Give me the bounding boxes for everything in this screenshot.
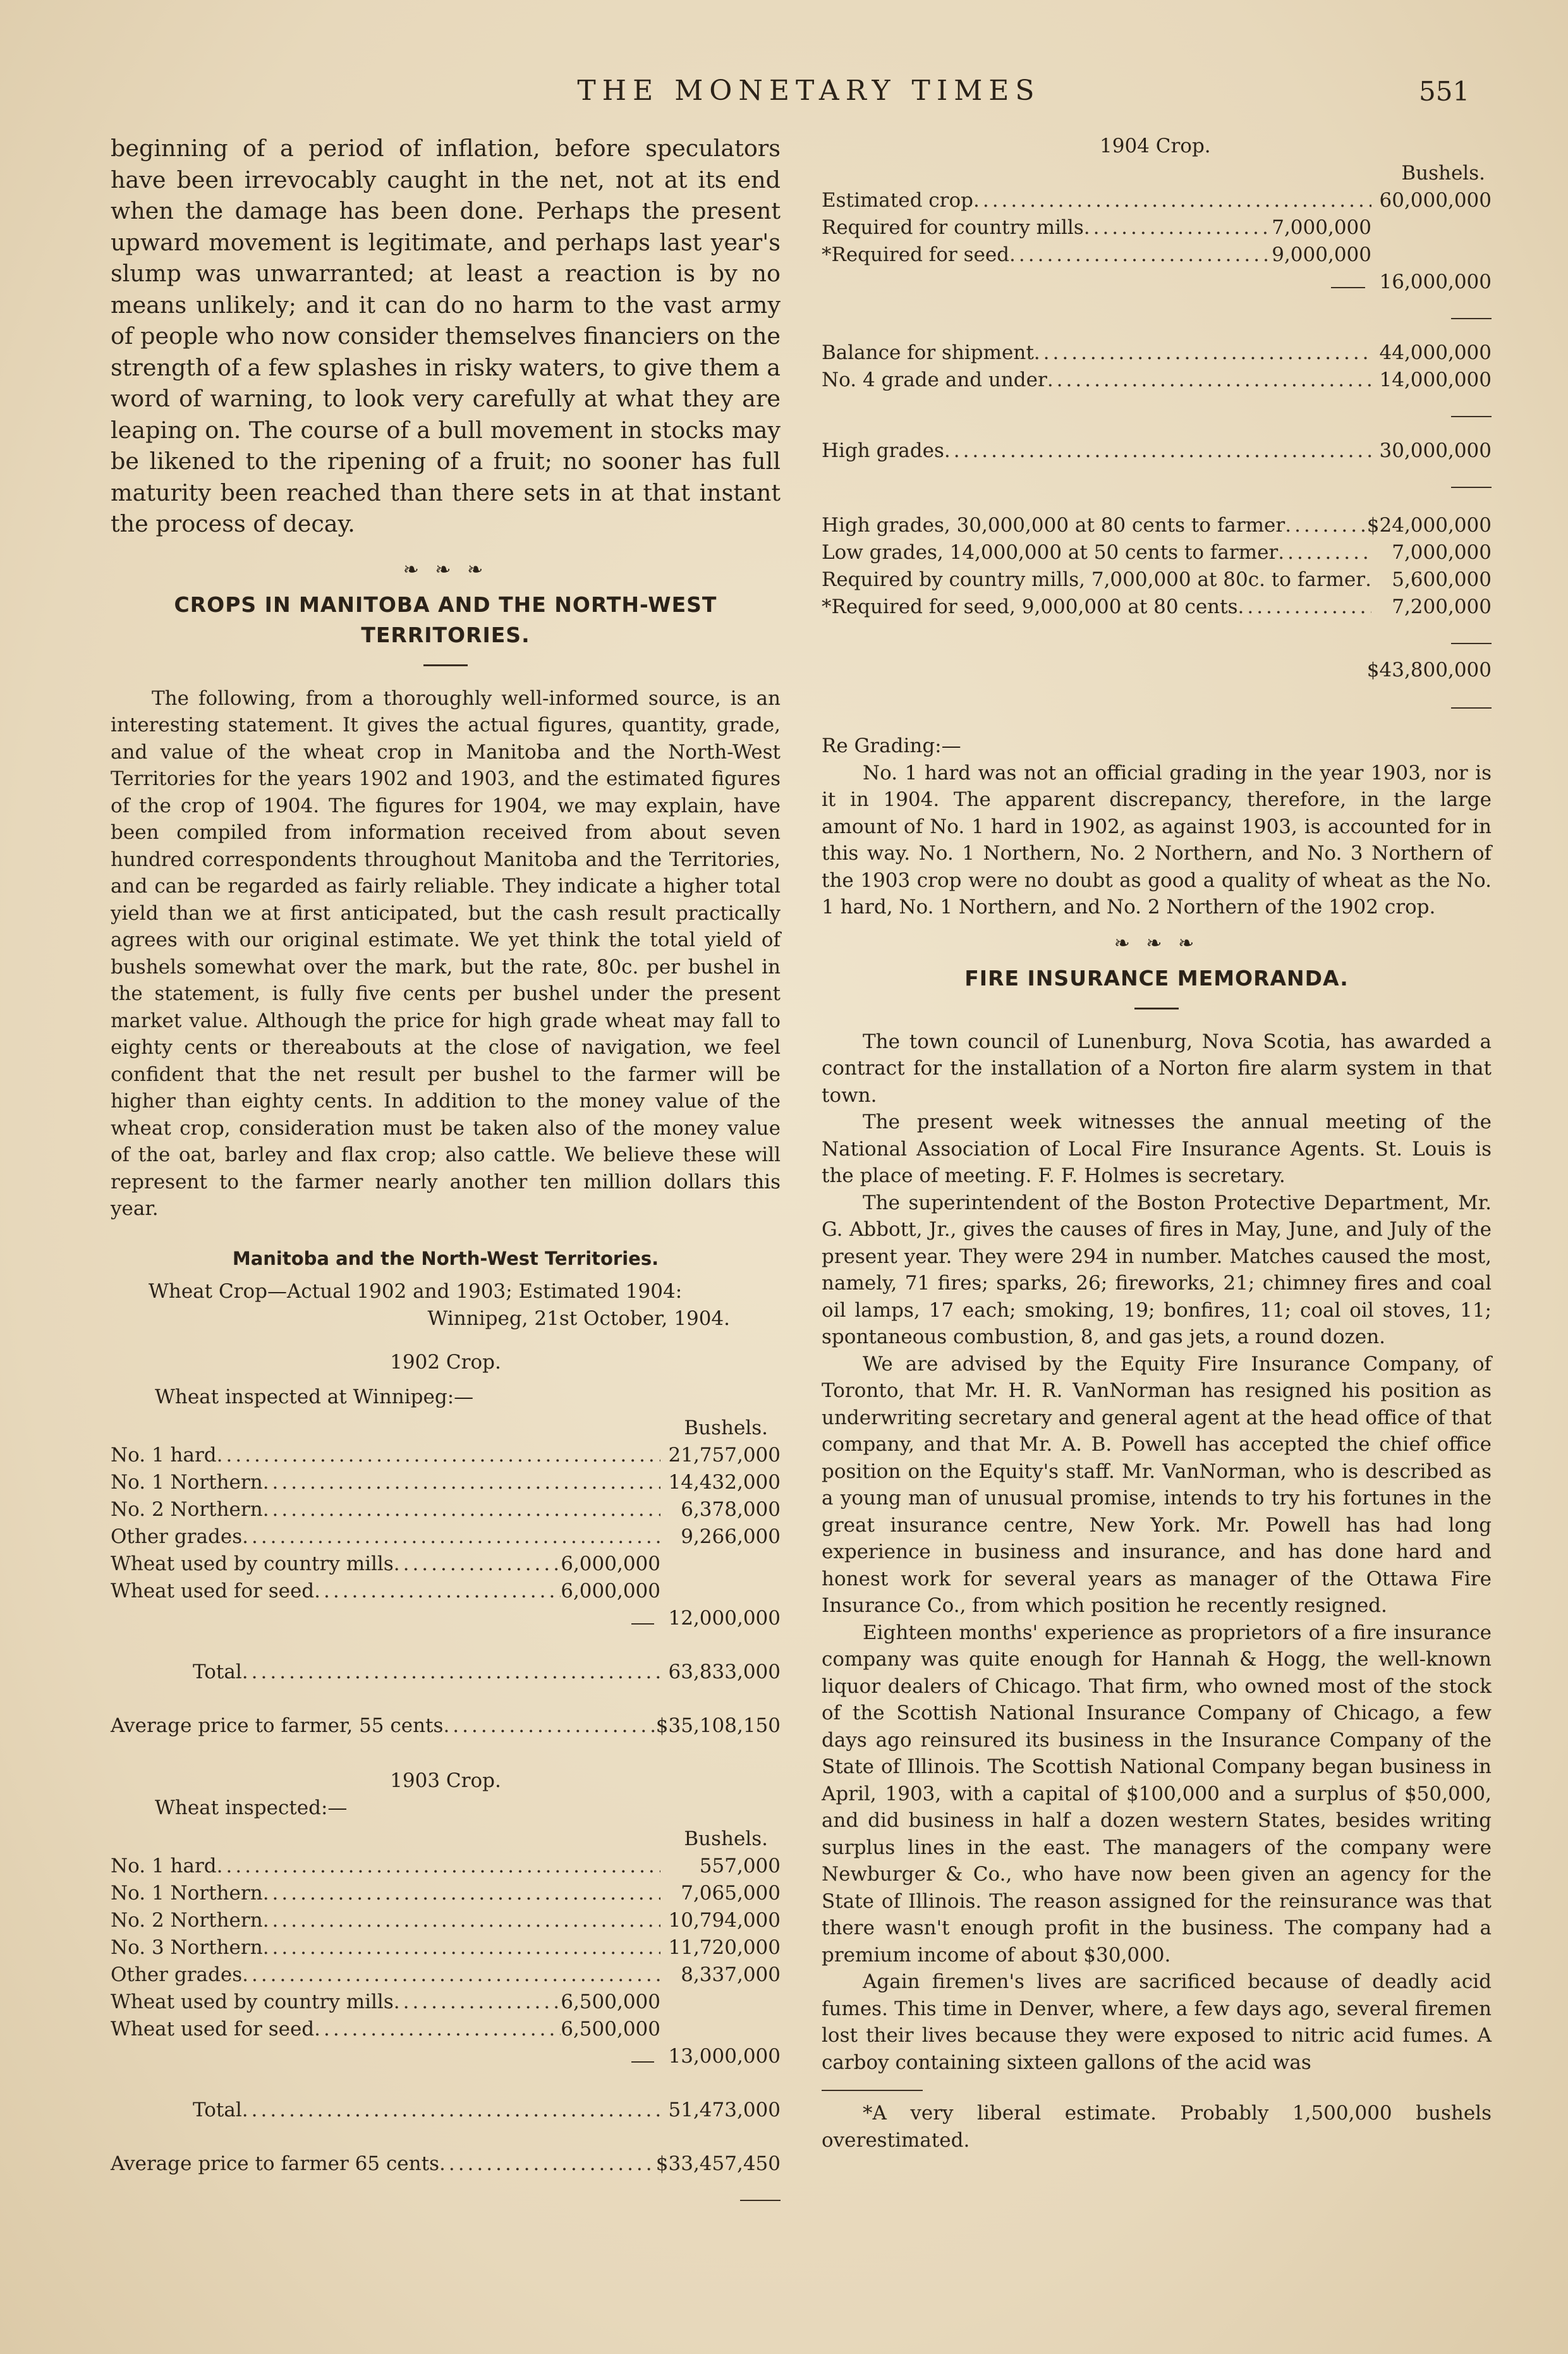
table-row: Required for country mills ..... 7,000,000 <box>822 214 1492 241</box>
table-row: *Required for seed ..... 9,000,000 <box>822 241 1492 269</box>
table-subheading-1: Wheat Crop—Actual 1902 and 1903; Estimated 1904: <box>149 1279 683 1303</box>
crop-1904-title: 1904 Crop. <box>1100 135 1211 157</box>
table-subheading-2: Winnipeg, 21st October, 1904. <box>427 1307 730 1330</box>
rule <box>822 398 1492 425</box>
rule <box>822 300 1492 327</box>
right-column <box>822 133 1492 2154</box>
table-row: No. 1 hard ..... 557,000 <box>111 1853 781 1880</box>
regrading-label: Re Grading:— <box>822 735 961 757</box>
table-row: No. 1 Northern ..... 7,065,000 <box>111 1880 781 1907</box>
rule <box>822 468 1492 496</box>
table-row: High grades, 30,000,000 at 80 cents to farmer ..... $24,000,000 <box>822 512 1492 539</box>
left-column <box>111 133 781 2209</box>
total-row: Total ..... 51,473,000 <box>111 2097 781 2124</box>
subtotal-row: 12,000,000 <box>111 1605 781 1632</box>
average-price-row: Average price to farmer, 55 cents ..... $35,108,150 <box>111 1712 781 1740</box>
table-row: Wheat used for seed ..... 6,000,000 <box>111 1578 781 1605</box>
average-price-row: Average price to farmer 65 cents ..... $33,457,450 <box>111 2150 781 2178</box>
crops-paragraph: The following, from a thoroughly well-informed source, is an interesting statement. It gives the actual figures, quantity, grade, and value of the wheat crop in Manitoba and the North-West Territories for the years 1902 and 1903, and the estimated figures of the crop of 1904. The figures for 1904, we may explain, have been compiled from information received from about seven hundred correspondents throughout Manitoba and the Territories, and can be regarded as fairly reliable. They indicate a higher total yield than we at first anticipated, but the cash result practically agrees with our original estimate. We yet think the total yield of bushels somewhat over the mark, but the rate, 80c. per bushel in the statement, is fully five cents per bushel under the present market value. Although the price for high grade wheat may fall to eighty cents or thereabouts at the close of navigation, we feel confident that the net result per bushel to the farmer will be higher than eighty cents. In addition to the money value of the wheat crop, consideration must be taken also of the money value of the oat, barley and flax crop; also cattle. We believe these will represent to the farmer nearly another ten million dollars this year. <box>111 686 781 1220</box>
table-row: Other grades ..... 9,266,000 <box>111 1523 781 1551</box>
table-row: Estimated crop ..... 60,000,000 <box>822 187 1492 214</box>
fire-paragraph: The town council of Lunenburg, Nova Scotia, has awarded a contract for the installation of a Norton fire alarm system in that town. <box>822 1030 1492 1107</box>
table-row: No. 1 hard ..... 21,757,000 <box>111 1442 781 1469</box>
footnote: *A very liberal estimate. Probably 1,500,000 bushels overestimated. <box>822 2102 1492 2152</box>
crop-1904-unit: Bushels. <box>1401 162 1485 185</box>
crop-1903-unit: Bushels. <box>684 1827 768 1850</box>
crop-1903-intro: Wheat inspected:— <box>155 1796 348 1819</box>
fire-insurance-heading: FIRE INSURANCE MEMORANDA. <box>964 965 1349 991</box>
heading-rule <box>1134 1008 1179 1009</box>
article-heading-line-1: CROPS IN MANITOBA AND THE NORTH-WEST <box>174 592 717 617</box>
table-row: No. 2 Northern ..... 10,794,000 <box>111 1907 781 1934</box>
fire-paragraph: Eighteen months' experience as proprietors of a fire insurance company was quite enough for Hannah & Hogg, the well-known liquor dealers of Chicago. That firm, who owned most of the stock of the Scottish National Insurance Company of Chicago, a few days ago reinsured its business in the Insurance Company of the State of Illinois. The Scottish National Company began business in April, 1903, with a capital of $100,000 and a surplus of $50,000, and did business in half a dozen western States, besides writing surplus lines in the east. The managers of the company were Newburger & Co., who have now been given an agency for the State of Illinois. The reason assigned for the reinsurance was that there wasn't enough profit in the business. The company had a premium income of about $30,000. <box>822 1621 1492 1967</box>
ornament-divider: ❧ ❧ ❧ <box>1114 932 1200 954</box>
crop-1902-intro: Wheat inspected at Winnipeg:— <box>155 1385 474 1408</box>
rule <box>822 625 1492 652</box>
crop-1902-unit: Bushels. <box>684 1416 768 1439</box>
page-header <box>0 75 1568 119</box>
subtotal-row: 13,000,000 <box>111 2043 781 2070</box>
crop-1902-table <box>111 1349 781 1740</box>
rule <box>822 689 1492 716</box>
table-row: Wheat used by country mills ..... 6,500,000 <box>111 1989 781 2016</box>
regrading-paragraph: No. 1 hard was not an official grading in the year 1903, nor is it in 1904. The apparent discrepancy, therefore, in the large amount of No. 1 hard in 1902, as against 1903, is accounted for in this way. No. 1 Northern, No. 2 Northern, and No. 3 Northern of the 1903 crop were no doubt as good a quality of wheat as the No. 1 hard, No. 1 Northern, and No. 2 Northern of the 1902 crop. <box>822 761 1492 918</box>
grand-total-row: $43,800,000 <box>1366 659 1492 681</box>
page-number: 551 <box>1419 76 1470 107</box>
heading-rule <box>423 664 468 666</box>
fire-paragraph: Again firemen's lives are sacrificed because of deadly acid fumes. This time in Denver, where, a few days ago, several firemen lost their lives because they were exposed to nitric acid fumes. A carboy containing sixteen gallons of the acid was <box>822 1970 1492 2074</box>
article-heading-line-2: TERRITORIES. <box>361 622 530 647</box>
table-row: Low grades, 14,000,000 at 50 cents to farmer ..... 7,000,000 <box>822 539 1492 566</box>
fire-paragraph: We are advised by the Equity Fire Insurance Company, of Toronto, that Mr. H. R. VanNorman has resigned his position as underwriting secretary and general agent at the head office of that company, and that Mr. A. B. Powell has accepted the chief office position on the Equity's staff. Mr. VanNorman, who is described as a young man of unusual promise, intends to try his fortunes in the great insurance centre, New York. Mr. Powell has had long experience in business and insurance, and has done hard and honest work for several years as manager of the Ottawa Fire Insurance Co., from which position he recently resigned. <box>822 1352 1492 1617</box>
closing-rule <box>111 2181 781 2209</box>
table-row: Balance for shipment ..... 44,000,000 <box>822 339 1492 367</box>
table-row: No. 4 grade and under ..... 14,000,000 <box>822 367 1492 394</box>
masthead: THE MONETARY TIMES <box>577 75 1041 107</box>
crop-1903-table <box>111 1767 781 2209</box>
table-row: No. 1 Northern ..... 14,432,000 <box>111 1469 781 1496</box>
intro-paragraph: beginning of a period of inflation, before speculators have been irrevocably caught in the net, not at its end when the damage has been done. Perhaps the present upward movement is legitimate, and perhaps last year's slump was unwarranted; at least a reaction is by no means unlikely; and it can do no harm to the vast army of people who now consider themselves financiers on the strength of a few splashes in risky waters, to give them a word of warning, to look very carefully at what they are leaping on. The course of a bull movement in stocks may be likened to the ripening of a fruit; no sooner has full maturity been reached than there sets in at that instant the process of decay. <box>111 135 781 537</box>
footnote-rule <box>822 2090 923 2091</box>
table-row: Other grades ..... 8,337,000 <box>111 1961 781 1989</box>
table-row: *Required for seed, 9,000,000 at 80 cents ..... 7,200,000 <box>822 594 1492 621</box>
table-row: Wheat used for seed ..... 6,500,000 <box>111 2016 781 2043</box>
table-row: No. 3 Northern ..... 11,720,000 <box>111 1934 781 1961</box>
crop-1902-title: 1902 Crop. <box>390 1350 501 1374</box>
fire-paragraph: The superintendent of the Boston Protective Department, Mr. G. Abbott, Jr., gives the causes of fires in May, June, and July of the present year. They were 294 in number. Matches caused the most, namely, 71 fires; sparks, 26; fireworks, 21; chimney fires and coal oil lamps, 17 each; smoking, 19; bonfires, 11; coal oil stoves, 11; spontaneous combustion, 8, and gas jets, a round dozen. <box>822 1191 1492 1348</box>
table-row: Wheat used by country mills ..... 6,000,000 <box>111 1551 781 1578</box>
total-row: Total ..... 63,833,000 <box>111 1659 781 1686</box>
table-heading: Manitoba and the North-West Territories. <box>232 1247 659 1269</box>
crop-1903-title: 1903 Crop. <box>390 1769 501 1792</box>
crop-1904-table <box>822 133 1492 716</box>
fire-paragraph: The present week witnesses the annual meeting of the National Association of Local Fire Insurance Agents. St. Louis is the place of meeting. F. F. Holmes is secretary. <box>822 1111 1492 1187</box>
subtotal-row: 16,000,000 <box>822 269 1492 296</box>
table-row: Required by country mills, 7,000,000 at 80c. to farmer ..... 5,600,000 <box>822 566 1492 594</box>
table-row: No. 2 Northern ..... 6,378,000 <box>111 1496 781 1523</box>
table-row: High grades ..... 30,000,000 <box>822 437 1492 465</box>
ornament-divider: ❧ ❧ ❧ <box>403 558 489 581</box>
